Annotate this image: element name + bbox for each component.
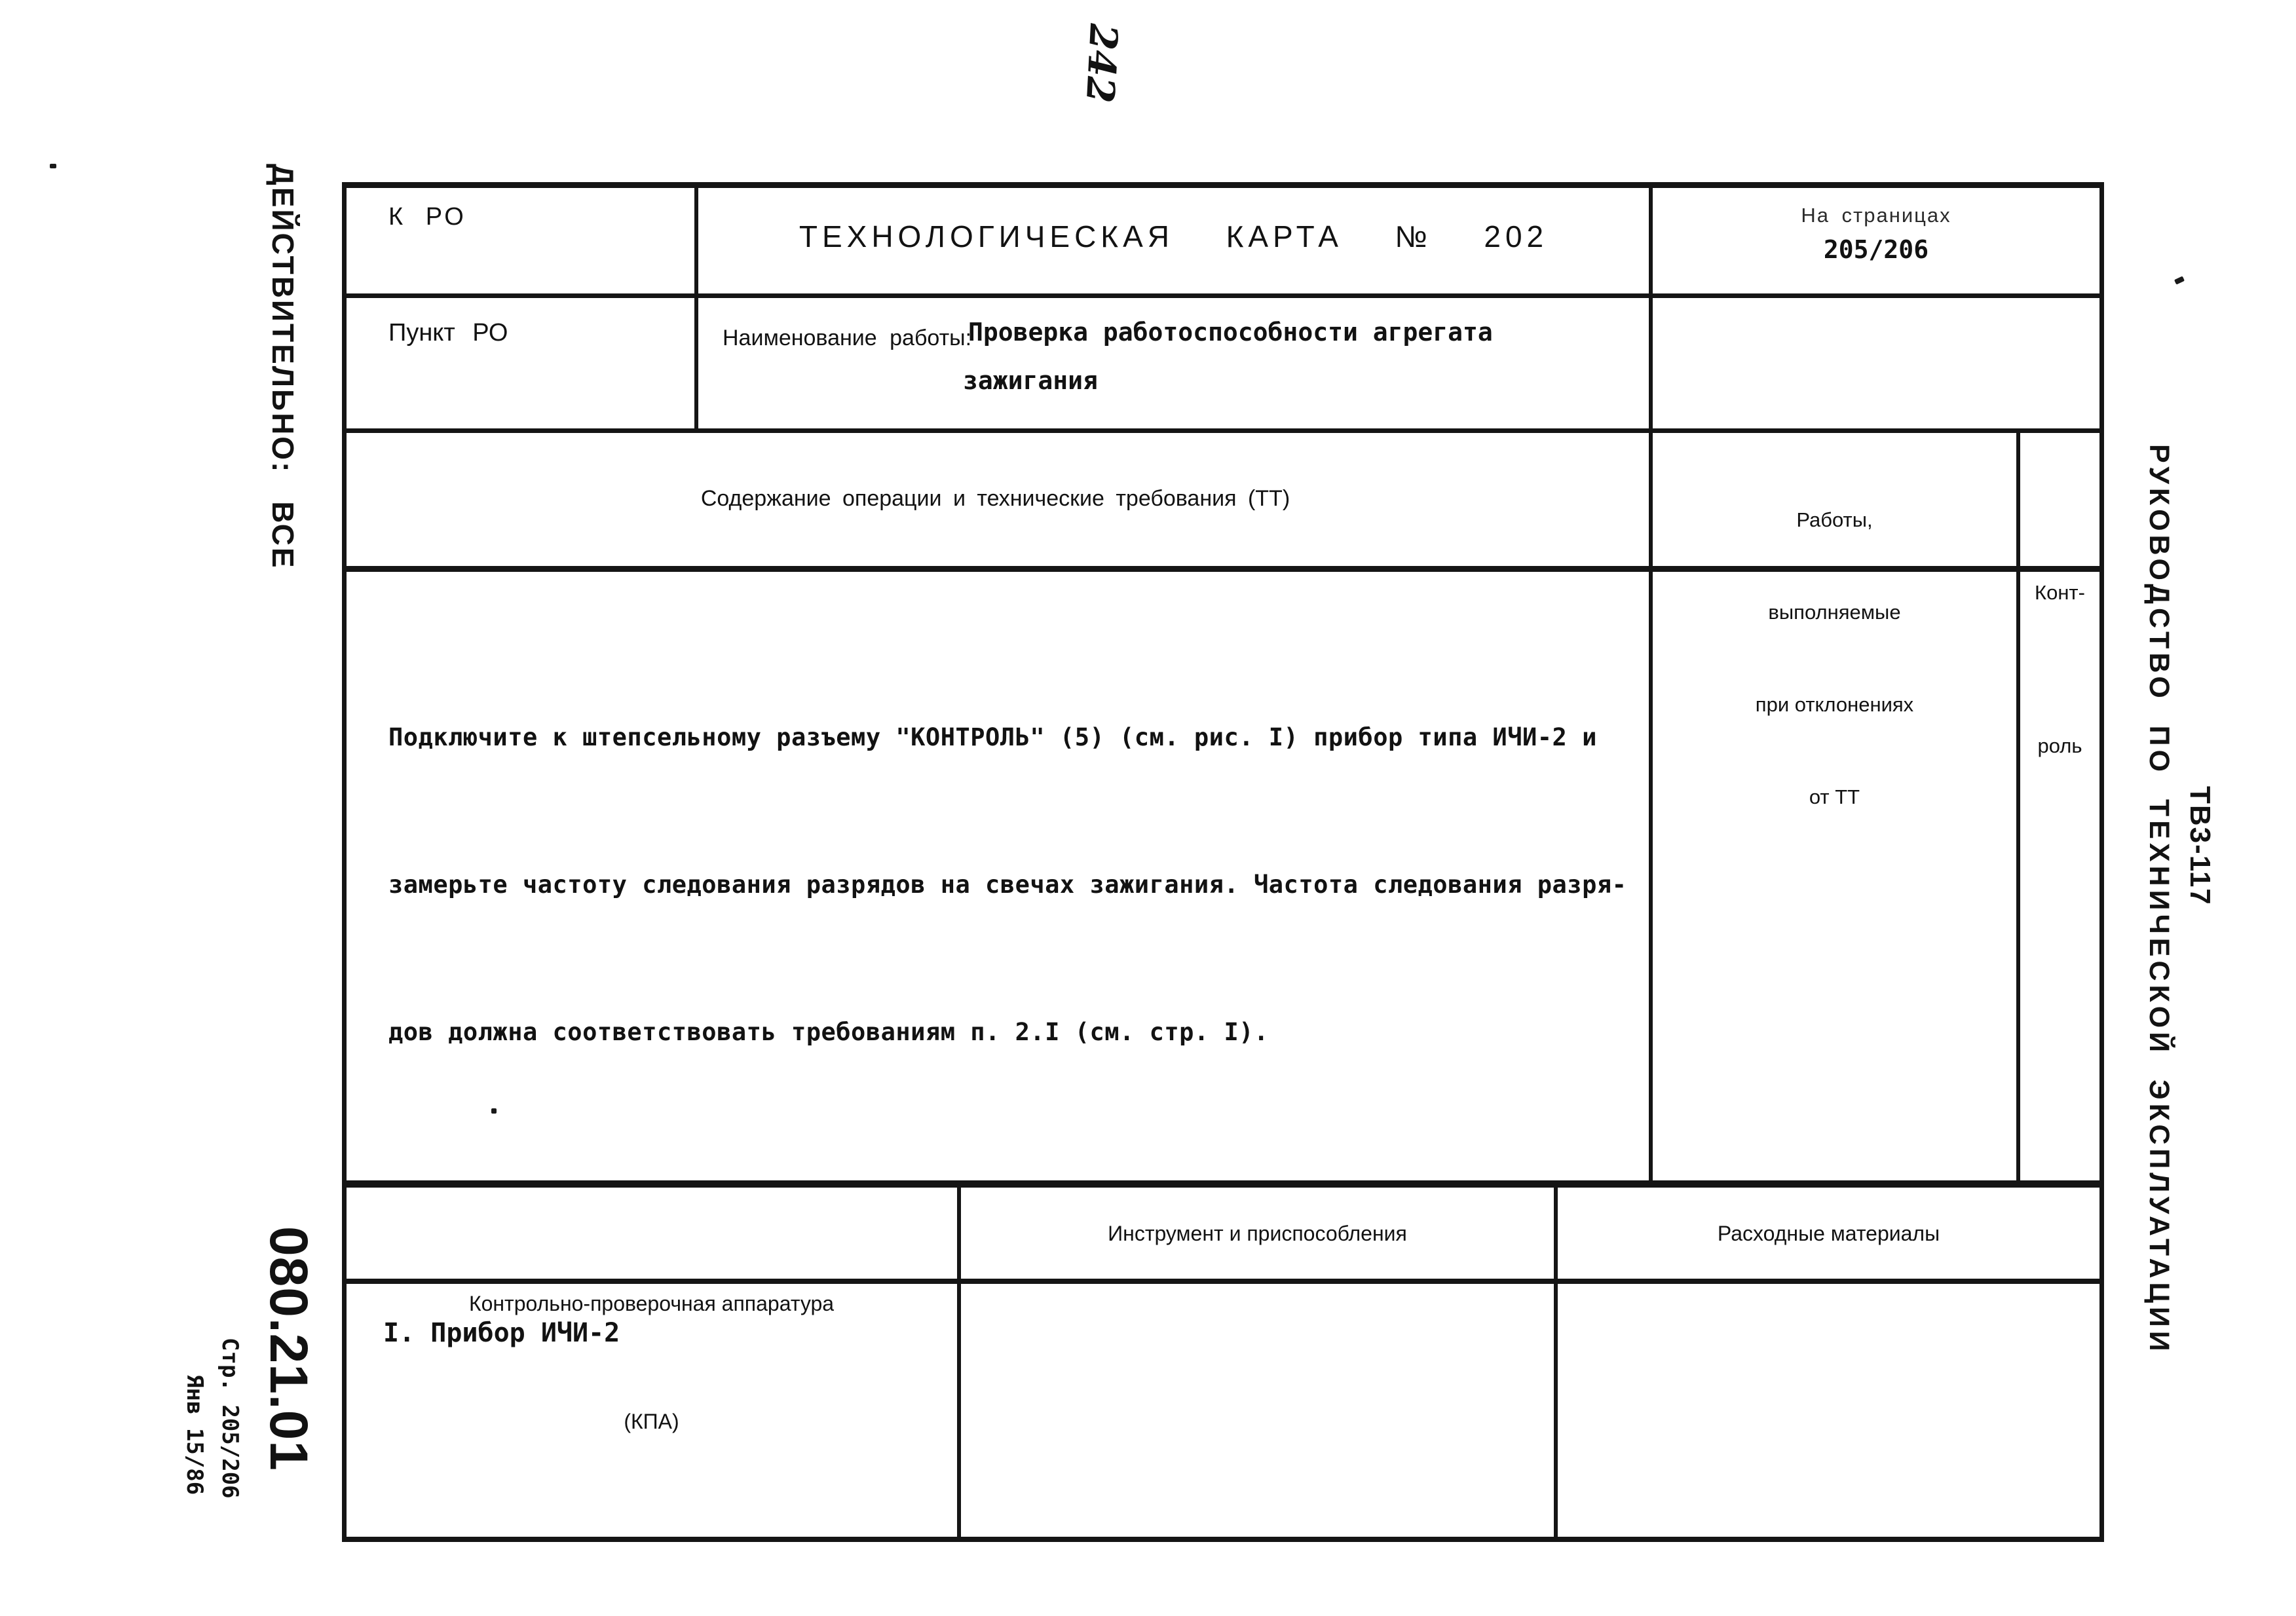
doc-code-text: 080.21.01: [259, 1226, 318, 1471]
control-header-line1: Конт-: [2035, 581, 2085, 604]
handwritten-page-number: 242: [1077, 22, 1126, 105]
operation-column-header: Содержание операции и технические требования (ТТ): [700, 486, 1290, 511]
kpa-column-header: [346, 1205, 957, 1520]
pages-value: 205/206: [1823, 235, 1929, 264]
deviation-header-line1: Работы,: [1796, 508, 1873, 531]
bottom-section-top-line: [342, 1180, 2104, 1188]
materials-column-header: Расходные материалы: [1717, 1222, 1940, 1245]
control-column-header: [2020, 465, 2099, 874]
work-name-value-line1: Проверка работоспособности агрегата: [968, 318, 1493, 347]
to-ro-label: К РО: [388, 203, 466, 231]
manual-title-text: РУКОВОДСТВО ПО ТЕХНИЧЕСКОЙ ЭКСПЛУАТАЦИИ: [2143, 444, 2175, 1355]
validity-stamp-text: ДЕЙСТВИТЕЛЬНО: ВСЕ: [266, 164, 300, 570]
deviation-column-header: [1653, 443, 2016, 874]
table-row1-line: [342, 293, 2104, 298]
page-ref-text: Стр. 205/206: [217, 1338, 243, 1499]
ink-dash-top-right: [2174, 276, 2185, 284]
operation-text-line2: замерьте частоту следования разрядов на свечах зажигания. Частота следования разря-: [388, 871, 1627, 899]
ink-dot-mid-left: [491, 1108, 497, 1114]
operation-text-line3: дов должна соответствовать требованиям п. 2.I (см. стр. I).: [388, 1018, 1269, 1046]
ink-dot-top-left: [50, 164, 56, 168]
tools-column-header: Инструмент и приспособления: [1108, 1222, 1407, 1245]
kpa-item-1: I. Прибор ИЧИ-2: [383, 1318, 620, 1348]
deviation-header-line4: от ТТ: [1809, 785, 1860, 808]
date-ref-text: Янв 15/86: [181, 1374, 208, 1495]
work-name-label: Наименование работы:: [723, 326, 972, 350]
operation-text-line1: Подключите к штепсельному разъему "КОНТРОЛЬ" (5) (см. рис. I) прибор типа ИЧИ-2 и: [388, 723, 1597, 751]
table-bottom-border: [342, 1537, 2104, 1542]
table-top-border: [342, 182, 2104, 188]
table-row2-line: [342, 428, 2104, 433]
pages-label: На страницах: [1801, 204, 1951, 227]
kpa-header-line1: Контрольно-проверочная аппаратура: [468, 1292, 835, 1315]
deviation-header-line2: выполняемые: [1768, 601, 1901, 624]
card-title: ТЕХНОЛОГИЧЕСКАЯ КАРТА № 202: [799, 219, 1549, 254]
work-name-value-line2: зажигания: [963, 366, 1098, 395]
engine-model-text: ТВ3-117: [2184, 786, 2216, 906]
operation-text: [388, 614, 1627, 1155]
punkt-ro-label: Пункт РО: [388, 319, 508, 347]
table-right-border: [2099, 182, 2104, 1542]
control-header-line2: роль: [2037, 734, 2082, 757]
deviation-header-line3: при отклонениях: [1755, 693, 1914, 716]
kpa-header-line2: (КПА): [624, 1410, 679, 1433]
